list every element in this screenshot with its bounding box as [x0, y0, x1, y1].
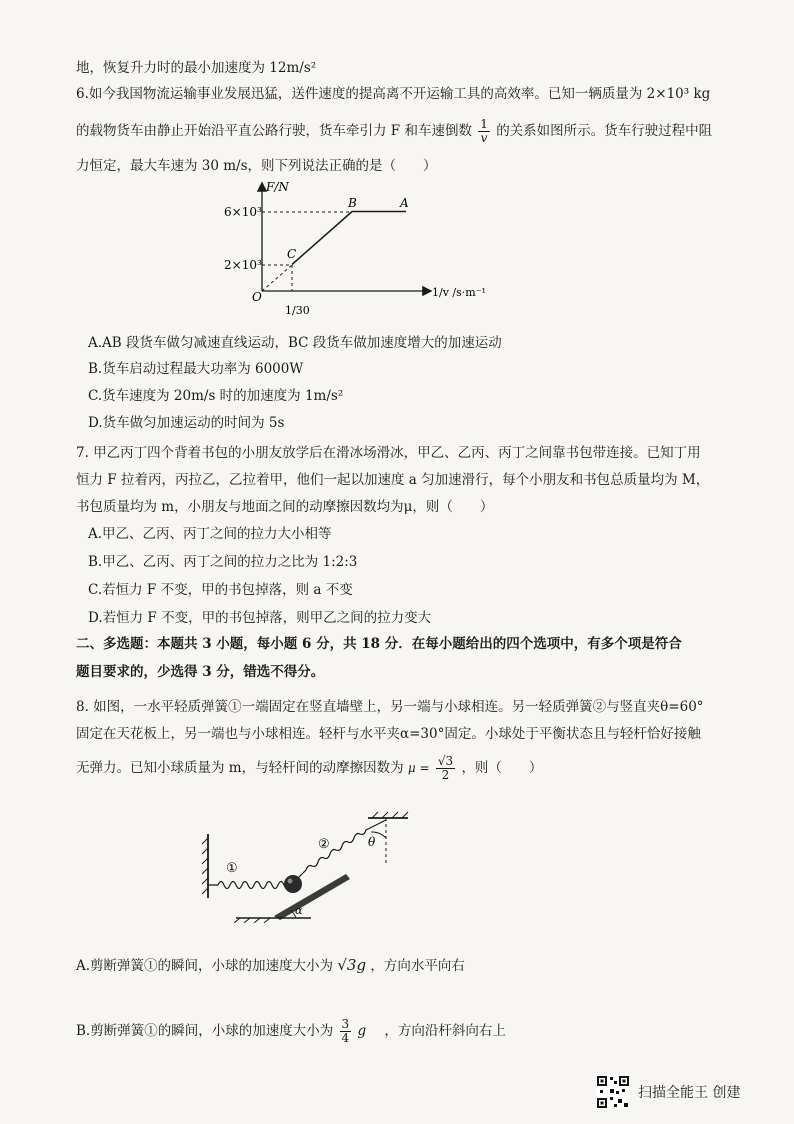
- y-tick-label-2e3: 2×10³: [224, 258, 262, 272]
- ball: [284, 875, 302, 893]
- force-velocity-chart: [200, 178, 500, 328]
- scanner-watermark: [596, 1075, 740, 1109]
- text-span: ，方向水平向右: [370, 958, 465, 974]
- text-span: 的关系如图所示。货车行驶过程中阻: [496, 123, 713, 139]
- watermark-text: 扫描全能王 创建: [638, 1085, 741, 1101]
- section-2-heading-line-2: 题目要求的，少选得 3 分，错选不得分。: [76, 664, 325, 680]
- fraction-denominator: 2: [441, 768, 450, 782]
- question-6-line-2: [76, 118, 712, 145]
- question-8-option-b: [76, 1018, 506, 1045]
- y-axis-label: F/N: [266, 180, 289, 194]
- y-tick-label-6e3: 6×10³: [224, 205, 262, 219]
- point-label-c: C: [287, 247, 297, 261]
- question-8-line-2: 固定在天花板上，另一端也与小球相连。轻杆与水平夹α=30°固定。小球处于平衡状态且与轻杆恰好接触: [76, 726, 701, 742]
- question-7-option-b: B.甲乙、乙丙、丙丁之间的拉力之比为 1:2:3: [88, 554, 358, 570]
- origin-label: O: [252, 290, 262, 304]
- question-7-option-d: D.若恒力 F 不变，甲的书包掉落，则甲乙之间的拉力变大: [88, 610, 432, 626]
- text-span: ，方向沿杆斜向右上: [384, 1023, 506, 1039]
- point-label-a: A: [400, 196, 409, 210]
- question-6-option-a: A.AB 段货车做匀减速直线运动，BC 段货车做加速度增大的加速运动: [88, 335, 502, 351]
- guide-origin-c: [262, 265, 292, 291]
- question-8-line-3: [76, 755, 542, 782]
- fraction-numerator: 1: [480, 117, 488, 131]
- spring-2: [298, 820, 386, 878]
- question-7-line-1: 7. 甲乙丙丁四个背着书包的小朋友放学后在滑冰场滑冰，甲乙、乙丙、丙丁之间靠书包带连接。已知丁用: [76, 445, 701, 461]
- fraction-numerator: 3: [341, 1017, 350, 1031]
- text-span: B.剪断弹簧①的瞬间，小球的加速度大小为: [76, 1023, 334, 1039]
- x-axis-label: 1/v /s·m⁻¹: [432, 286, 486, 299]
- x-tick-label: 1/30: [285, 304, 310, 317]
- text-line: 地，恢复升力时的最小加速度为 12m/s²: [76, 60, 317, 76]
- section-2-heading-line-1: 二、多选题：本题共 3 小题，每小题 6 分，共 18 分．在每小题给出的四个选项中，有多个项是符合: [76, 636, 682, 652]
- fraction-3-over-4: [340, 1018, 352, 1045]
- math-g: g: [357, 1023, 367, 1039]
- fraction-1-over-v: [478, 118, 490, 145]
- spring-1-label: ①: [226, 861, 238, 876]
- question-6-line-1: 6.如今我国物流运输事业发展迅猛，送件速度的提高离不开运输工具的高效率。已知一辆质量为 2×10³ kg: [76, 86, 711, 102]
- theta-label: θ: [368, 835, 376, 849]
- spring-2-label: ②: [318, 837, 330, 852]
- question-6-option-b: B.货车启动过程最大功率为 6000W: [88, 361, 304, 377]
- question-8-option-a: [76, 955, 465, 976]
- fraction-denominator: 4: [341, 1031, 350, 1045]
- question-7-option-a: A.甲乙、乙丙、丙丁之间的拉力大小相等: [88, 526, 332, 542]
- ball-highlight: [288, 879, 293, 884]
- question-8-line-1: 8. 如图，一水平轻质弹簧①一端固定在竖直墙壁上，另一端与小球相连。另一轻质弹簧②与竖直夹θ=60°: [76, 699, 704, 715]
- alpha-label: α: [295, 904, 303, 917]
- fraction-numerator: √3: [437, 754, 454, 768]
- mu-symbol: μ =: [407, 761, 430, 775]
- text-span: ，则（ ）: [461, 760, 543, 776]
- point-label-b: B: [348, 196, 357, 210]
- question-6-line-3: 力恒定，最大车速为 30 m/s，则下列说法正确的是（ ）: [76, 158, 437, 174]
- math-sqrt3-g: √3g: [337, 956, 367, 974]
- spring-ball-diagram: [196, 808, 426, 923]
- question-7-line-2: 恒力 F 拉着丙，丙拉乙，乙拉着甲，他们一起以加速度 a 匀加速滑行，每个小朋友和书包总质量均为 M，: [76, 472, 710, 488]
- text-span: A.剪断弹簧①的瞬间，小球的加速度大小为: [76, 958, 334, 974]
- ceiling-hatching: [372, 812, 408, 818]
- qr-code-icon: [596, 1075, 630, 1109]
- question-6-option-d: D.货车做匀加速运动的时间为 5s: [88, 415, 285, 431]
- question-6-option-c: C.货车速度为 20m/s 时的加速度为 1m/s²: [88, 388, 344, 404]
- text-span: 的载物货车由静止开始沿平直公路行驶，货车牵引力 F 和车速倒数: [76, 123, 472, 139]
- fraction-sqrt3-over-2: [436, 755, 455, 782]
- question-7-option-c: C.若恒力 F 不变，甲的书包掉落，则 a 不变: [88, 582, 353, 598]
- question-7-line-3: 书包质量均为 m，小朋友与地面之间的动摩擦因数均为μ，则（ ）: [76, 499, 494, 515]
- spring-1: [208, 882, 290, 889]
- text-span: 无弹力。已知小球质量为 m，与轻杆间的动摩擦因数为: [76, 760, 404, 776]
- fraction-denominator: v: [480, 131, 488, 145]
- series-line-cb: [292, 212, 352, 265]
